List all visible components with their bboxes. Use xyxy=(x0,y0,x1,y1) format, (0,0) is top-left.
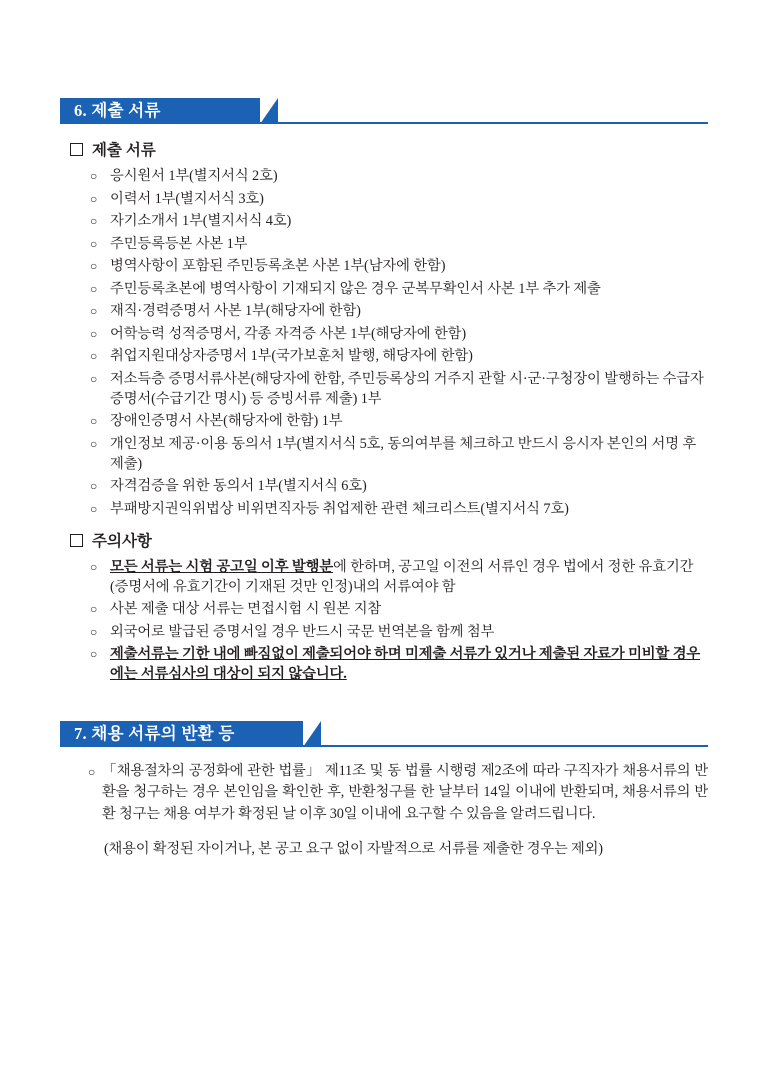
list-item: ○ 병역사항이 포함된 주민등록초본 사본 1부(남자에 한함) xyxy=(90,256,708,276)
section-header-6-title: 6. 제출 서류 xyxy=(74,101,161,120)
section-gap xyxy=(60,687,708,721)
square-bullet-icon xyxy=(70,143,83,156)
list-item: ○ 주민등록등본 사본 1부 xyxy=(90,234,708,254)
list-item: ○ 저소득층 증명서류사본(해당자에 한함, 주민등록상의 거주지 관할 시·군·구청장이 발행하는 수급자 증명서(수급기간 명시) 등 증빙서류 제출) 1부 xyxy=(90,369,708,409)
top-margin xyxy=(60,0,708,98)
paragraph: ○ 「채용절차의 공정화에 관한 법률」 제11조 및 동 법률 시행령 제2조에 따라 구직자가 채용서류의 반환을 청구하는 경우 본인임을 확인한 후, 반환청구를 한 날부터 14일 이내에 반환되며, 채용서류의 반환 청구는 채용 여부가 확정된 날 이후 30일 이내에 요구할 수 있음을 알려드립니다. xyxy=(90,761,708,826)
list-item-emphasis: 모든 서류는 시험 공고일 이후 발행분 xyxy=(110,558,334,575)
subsection-heading-label: 주의사항 xyxy=(92,532,152,550)
cautions-list xyxy=(90,557,708,685)
section-header-7 xyxy=(60,721,708,747)
list-item-text: 에 한하며, 공고일 이전의 서류인 경우 법에서 정한 유효기간(증명서에 유효기간이 기재된 것만 인정)내의 서류여야 함 xyxy=(110,558,694,595)
section-header-6-rule xyxy=(60,122,708,124)
submission-documents-list xyxy=(90,166,708,519)
list-item: ○ 외국어로 발급된 증명서일 경우 반드시 국문 번역본을 함께 첨부 xyxy=(90,622,708,642)
list-item: ○ 자격검증을 위한 동의서 1부(별지서식 6호) xyxy=(90,476,708,496)
subsection-heading-label: 제출 서류 xyxy=(92,142,156,159)
list-item: ○ 재직·경력증명서 사본 1부(해당자에 한함) xyxy=(90,301,708,321)
section-header-7-rule xyxy=(60,745,708,747)
list-item: ○ 이력서 1부(별지서식 3호) xyxy=(90,189,708,209)
list-item: ○ 사본 제출 대상 서류는 면접시험 시 원본 지참 xyxy=(90,599,708,619)
subsection-heading-cautions xyxy=(70,529,708,551)
list-item: ○ 취업지원대상자증명서 1부(국가보훈처 발행, 해당자에 한함) xyxy=(90,346,708,366)
list-item: ○ 개인정보 제공·이용 동의서 1부(별지서식 5호, 동의여부를 체크하고 반드시 응시자 본인의 서명 후 제출) xyxy=(90,434,708,474)
section-header-6 xyxy=(60,98,708,124)
list-item: ○ 장애인증명서 사본(해당자에 한함) 1부 xyxy=(90,411,708,431)
list-item: ○ 응시원서 1부(별지서식 2호) xyxy=(90,166,708,186)
list-item: ○ 자기소개서 1부(별지서식 4호) xyxy=(90,211,708,231)
paragraph-note: (채용이 확정된 자이거나, 본 공고 요구 없이 자발적으로 서류를 제출한 경우는 제외) xyxy=(104,841,603,857)
list-item: ○ 어학능력 성적증명서, 각종 자격증 사본 1부(해당자에 한함) xyxy=(90,324,708,344)
list-item-sub: ○ 주민등록초본에 병역사항이 기재되지 않은 경우 군복무확인서 사본 1부 추가 제출 xyxy=(90,279,708,299)
list-item: ○ 부패방지권익위법상 비위면직자등 취업제한 관련 체크리스트(별지서식 7호) xyxy=(90,499,708,519)
list-item-note: ○ 제출서류는 기한 내에 빠짐없이 제출되어야 하며 미제출 서류가 있거나 제출된 자료가 미비할 경우에는 서류심사의 대상이 되지 않습니다. xyxy=(90,644,708,684)
list-item xyxy=(90,557,708,597)
section-7-body xyxy=(90,761,708,861)
section-header-7-title: 7. 채용 서류의 반환 등 xyxy=(74,723,235,743)
square-bullet-icon xyxy=(70,534,83,547)
subsection-heading-submission-documents xyxy=(70,138,708,160)
